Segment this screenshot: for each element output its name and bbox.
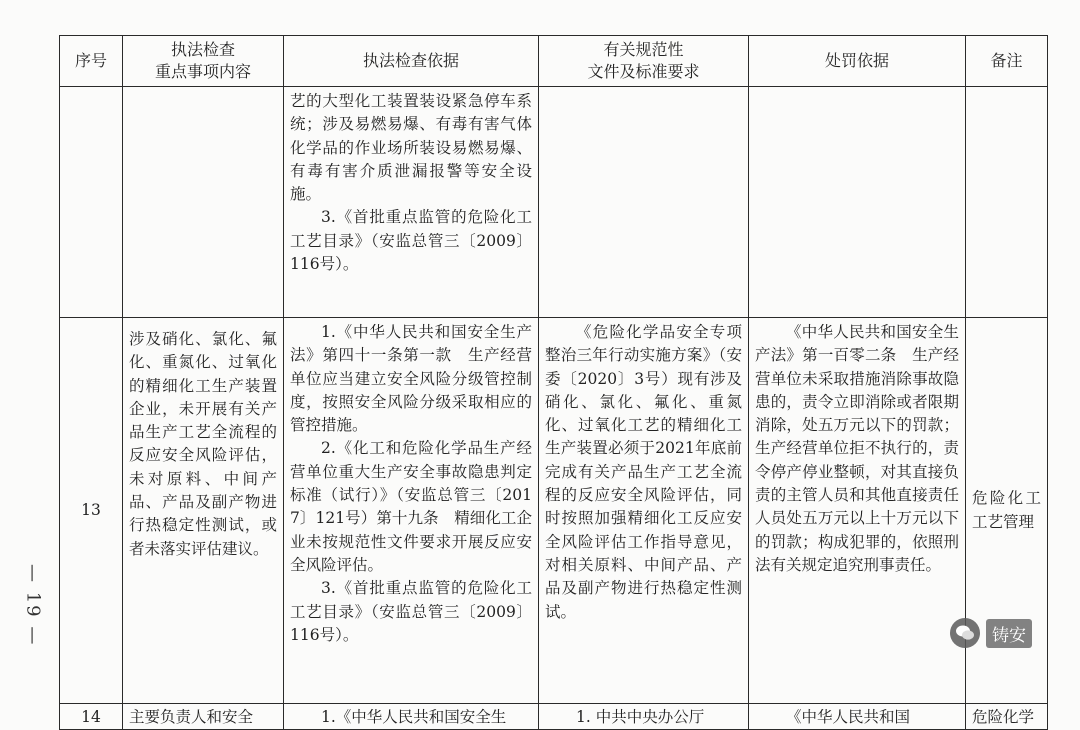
watermark-text: 铸安: [986, 619, 1032, 648]
cell-standards: 1. 中共中央办公厅: [539, 704, 749, 730]
inspection-table: [59, 35, 1048, 730]
page-number: — 19 —: [22, 563, 44, 647]
cell-penalty: 《中华人民共和国: [749, 704, 966, 730]
wechat-icon: [950, 618, 980, 648]
cell-remarks: 危险化学: [966, 704, 1048, 730]
cell-penalty: 《中华人民共和国安全生产法》第一百零二条 生产经营单位未采取措施消除事故隐患的，责令立即消除或者限期消除，处五万元以下的罚款；生产经营单位拒不执行的，责令停产停业整顿，对其直接负责的主管人员和其他直接责任人员处五万元以上十万元以下的罚款；构成犯罪的，依照刑法有关规定追究刑事责任。: [749, 318, 966, 704]
cell-content: [123, 87, 284, 318]
cell-content: 涉及硝化、氯化、氟化、重氮化、过氧化的精细化工生产装置企业，未开展有关产品生产工艺全流程的反应安全风险评估，未对原料、中间产品、产品及副产物进行热稳定性测试，或者未落实评估建议。: [123, 318, 284, 704]
remarks-text: 危险化工工艺管理: [972, 489, 1041, 531]
table-header-row: [60, 36, 1048, 87]
header-seq: 序号: [60, 36, 123, 87]
header-basis: 执法检查依据: [284, 36, 539, 87]
cell-basis: [284, 87, 539, 318]
table-row-13: [60, 318, 1048, 704]
cell-seq: 13: [60, 318, 123, 704]
basis-paragraph: 1.《中华人民共和国安全生产法》第四十一条第一款 生产经营单位应当建立安全风险分级管控制度，按照安全风险分级采取相应的管控措施。: [290, 323, 532, 435]
basis-paragraph: 2.《化工和危险化学品生产经营单位重大生产安全事故隐患判定标准（试行）》（安监总管三〔2017〕121号）第十九条 精细化工企业未按规范性文件要求开展反应安全风险评估。: [290, 439, 532, 574]
watermark: [950, 613, 1060, 653]
header-standards-label: 有关规范性 文件及标准要求: [587, 40, 700, 81]
cell-seq: 14: [60, 704, 123, 730]
table-row-14: [60, 704, 1048, 730]
header-remarks: 备注: [966, 36, 1048, 87]
cell-basis: [284, 318, 539, 704]
header-content-label: 执法检查 重点事项内容: [154, 40, 251, 81]
cell-penalty: [749, 87, 966, 318]
cell-content: 主要负责人和安全: [123, 704, 284, 730]
cell-standards: [539, 87, 749, 318]
basis-paragraph: 3.《首批重点监管的危险化工工艺目录》（安监总管三〔2009〕116号）。: [290, 208, 532, 274]
basis-paragraph: 3.《首批重点监管的危险化工工艺目录》（安监总管三〔2009〕116号）。: [290, 579, 532, 644]
cell-standards: 《危险化学品安全专项整治三年行动实施方案》（安委〔2020〕3号）现有涉及硝化、氯化、氟化、重氮化、过氧化工艺的精细化工生产装置必须于2021年底前完成有关产品生产工艺全流程的反应安全风险评估，同时按照加强精细化工反应安全风险评估工作指导意见，对相关原料、中间产品、产品及副产物进行热稳定性测试。: [539, 318, 749, 704]
header-standards: [539, 36, 749, 87]
header-penalty: 处罚依据: [749, 36, 966, 87]
cell-basis: 1.《中华人民共和国安全生: [284, 704, 539, 730]
cell-remarks: [966, 87, 1048, 318]
header-content: [123, 36, 284, 87]
basis-paragraph: 艺的大型化工装置装设紧急停车系统；涉及易燃易爆、有毒有害气体化学品的作业场所装设易燃易爆、有毒有害介质泄漏报警等安全设施。: [290, 92, 532, 204]
cell-seq: [60, 87, 123, 318]
table-row-continued: [60, 87, 1048, 318]
